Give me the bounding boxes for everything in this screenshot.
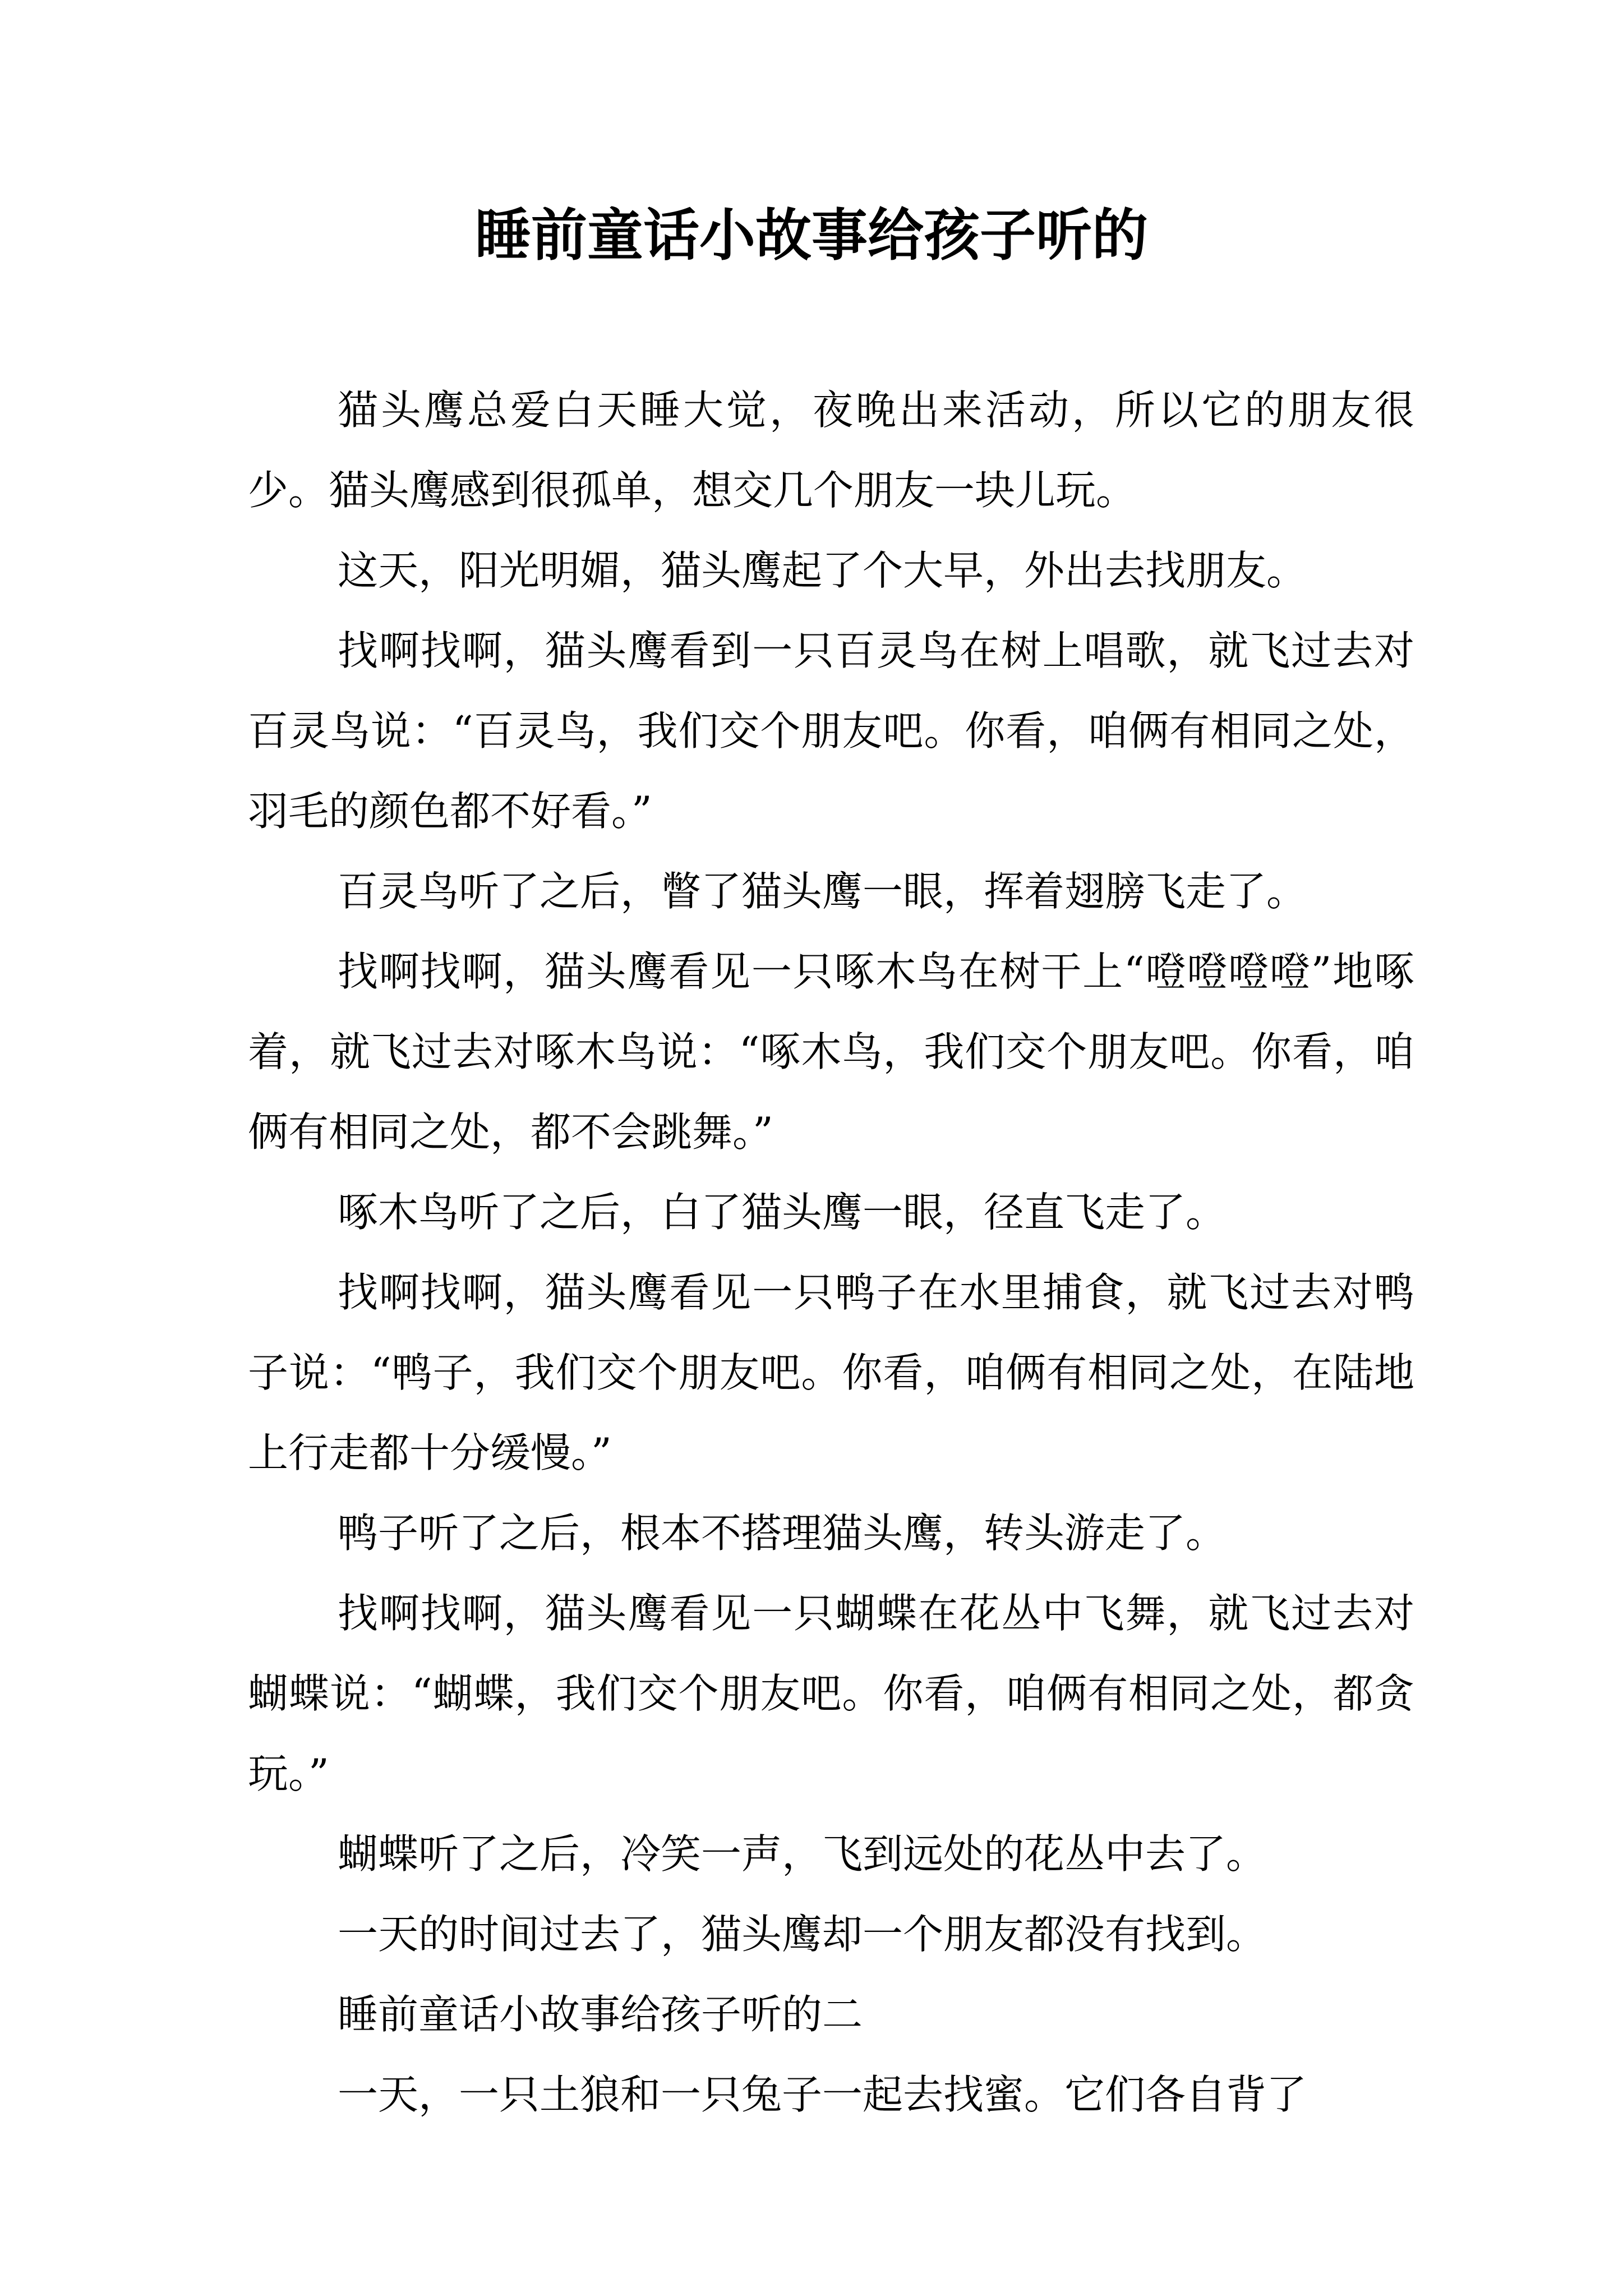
paragraph: 啄木鸟听了之后，白了猫头鹰一眼，径直飞走了。 [338,1189,1227,1236]
paragraph: 鸭子听了之后，根本不搭理猫头鹰，转头游走了。 [338,1510,1227,1557]
paragraph: 蝴蝶听了之后，冷笑一声，飞到远处的花丛中去了。 [338,1830,1267,1878]
paragraph: 找啊找啊，猫头鹰看到一只百灵鸟在树上唱歌，就飞过去对百灵鸟说：“百灵鸟，我们交个朋友吧。你看，咱俩有相同之处，羽毛的颜色都不好看。” [248,627,1414,835]
paragraph: 找啊找啊，猫头鹰看见一只蝴蝶在花丛中飞舞，就飞过去对蝴蝶说：“蝴蝶，我们交个朋友吧。你看，咱俩有相同之处，都贪玩。” [248,1590,1414,1797]
paragraph: 百灵鸟听了之后，瞥了猫头鹰一眼，挥着翅膀飞走了。 [338,868,1307,915]
paragraph: 一天的时间过去了，猫头鹰却一个朋友都没有找到。 [338,1911,1267,1958]
paragraph: 一天，一只土狼和一只兔子一起去找蜜。它们各自背了 [338,2071,1307,2118]
document-body [248,370,1414,2135]
section-heading: 睡前童话小故事给孩子听的二 [338,1991,863,2038]
paragraph: 这天，阳光明媚，猫头鹰起了个大早，外出去找朋友。 [338,547,1307,594]
paragraph: 找啊找啊，猫头鹰看见一只啄木鸟在树干上“噔噔噔噔”地啄着，就飞过去对啄木鸟说：“啄木鸟，我们交个朋友吧。你看，咱俩有相同之处，都不会跳舞。” [248,948,1414,1156]
paragraph: 找啊找啊，猫头鹰看见一只鸭子在水里捕食，就飞过去对鸭子说：“鸭子，我们交个朋友吧。你看，咱俩有相同之处，在陆地上行走都十分缓慢。” [248,1269,1414,1476]
document-title: 睡前童话小故事给孩子听的 [475,203,1148,268]
paragraph: 猫头鹰总爱白天睡大觉，夜晚出来活动，所以它的朋友很少。猫头鹰感到很孤单，想交几个朋友一块儿玩。 [248,386,1414,514]
